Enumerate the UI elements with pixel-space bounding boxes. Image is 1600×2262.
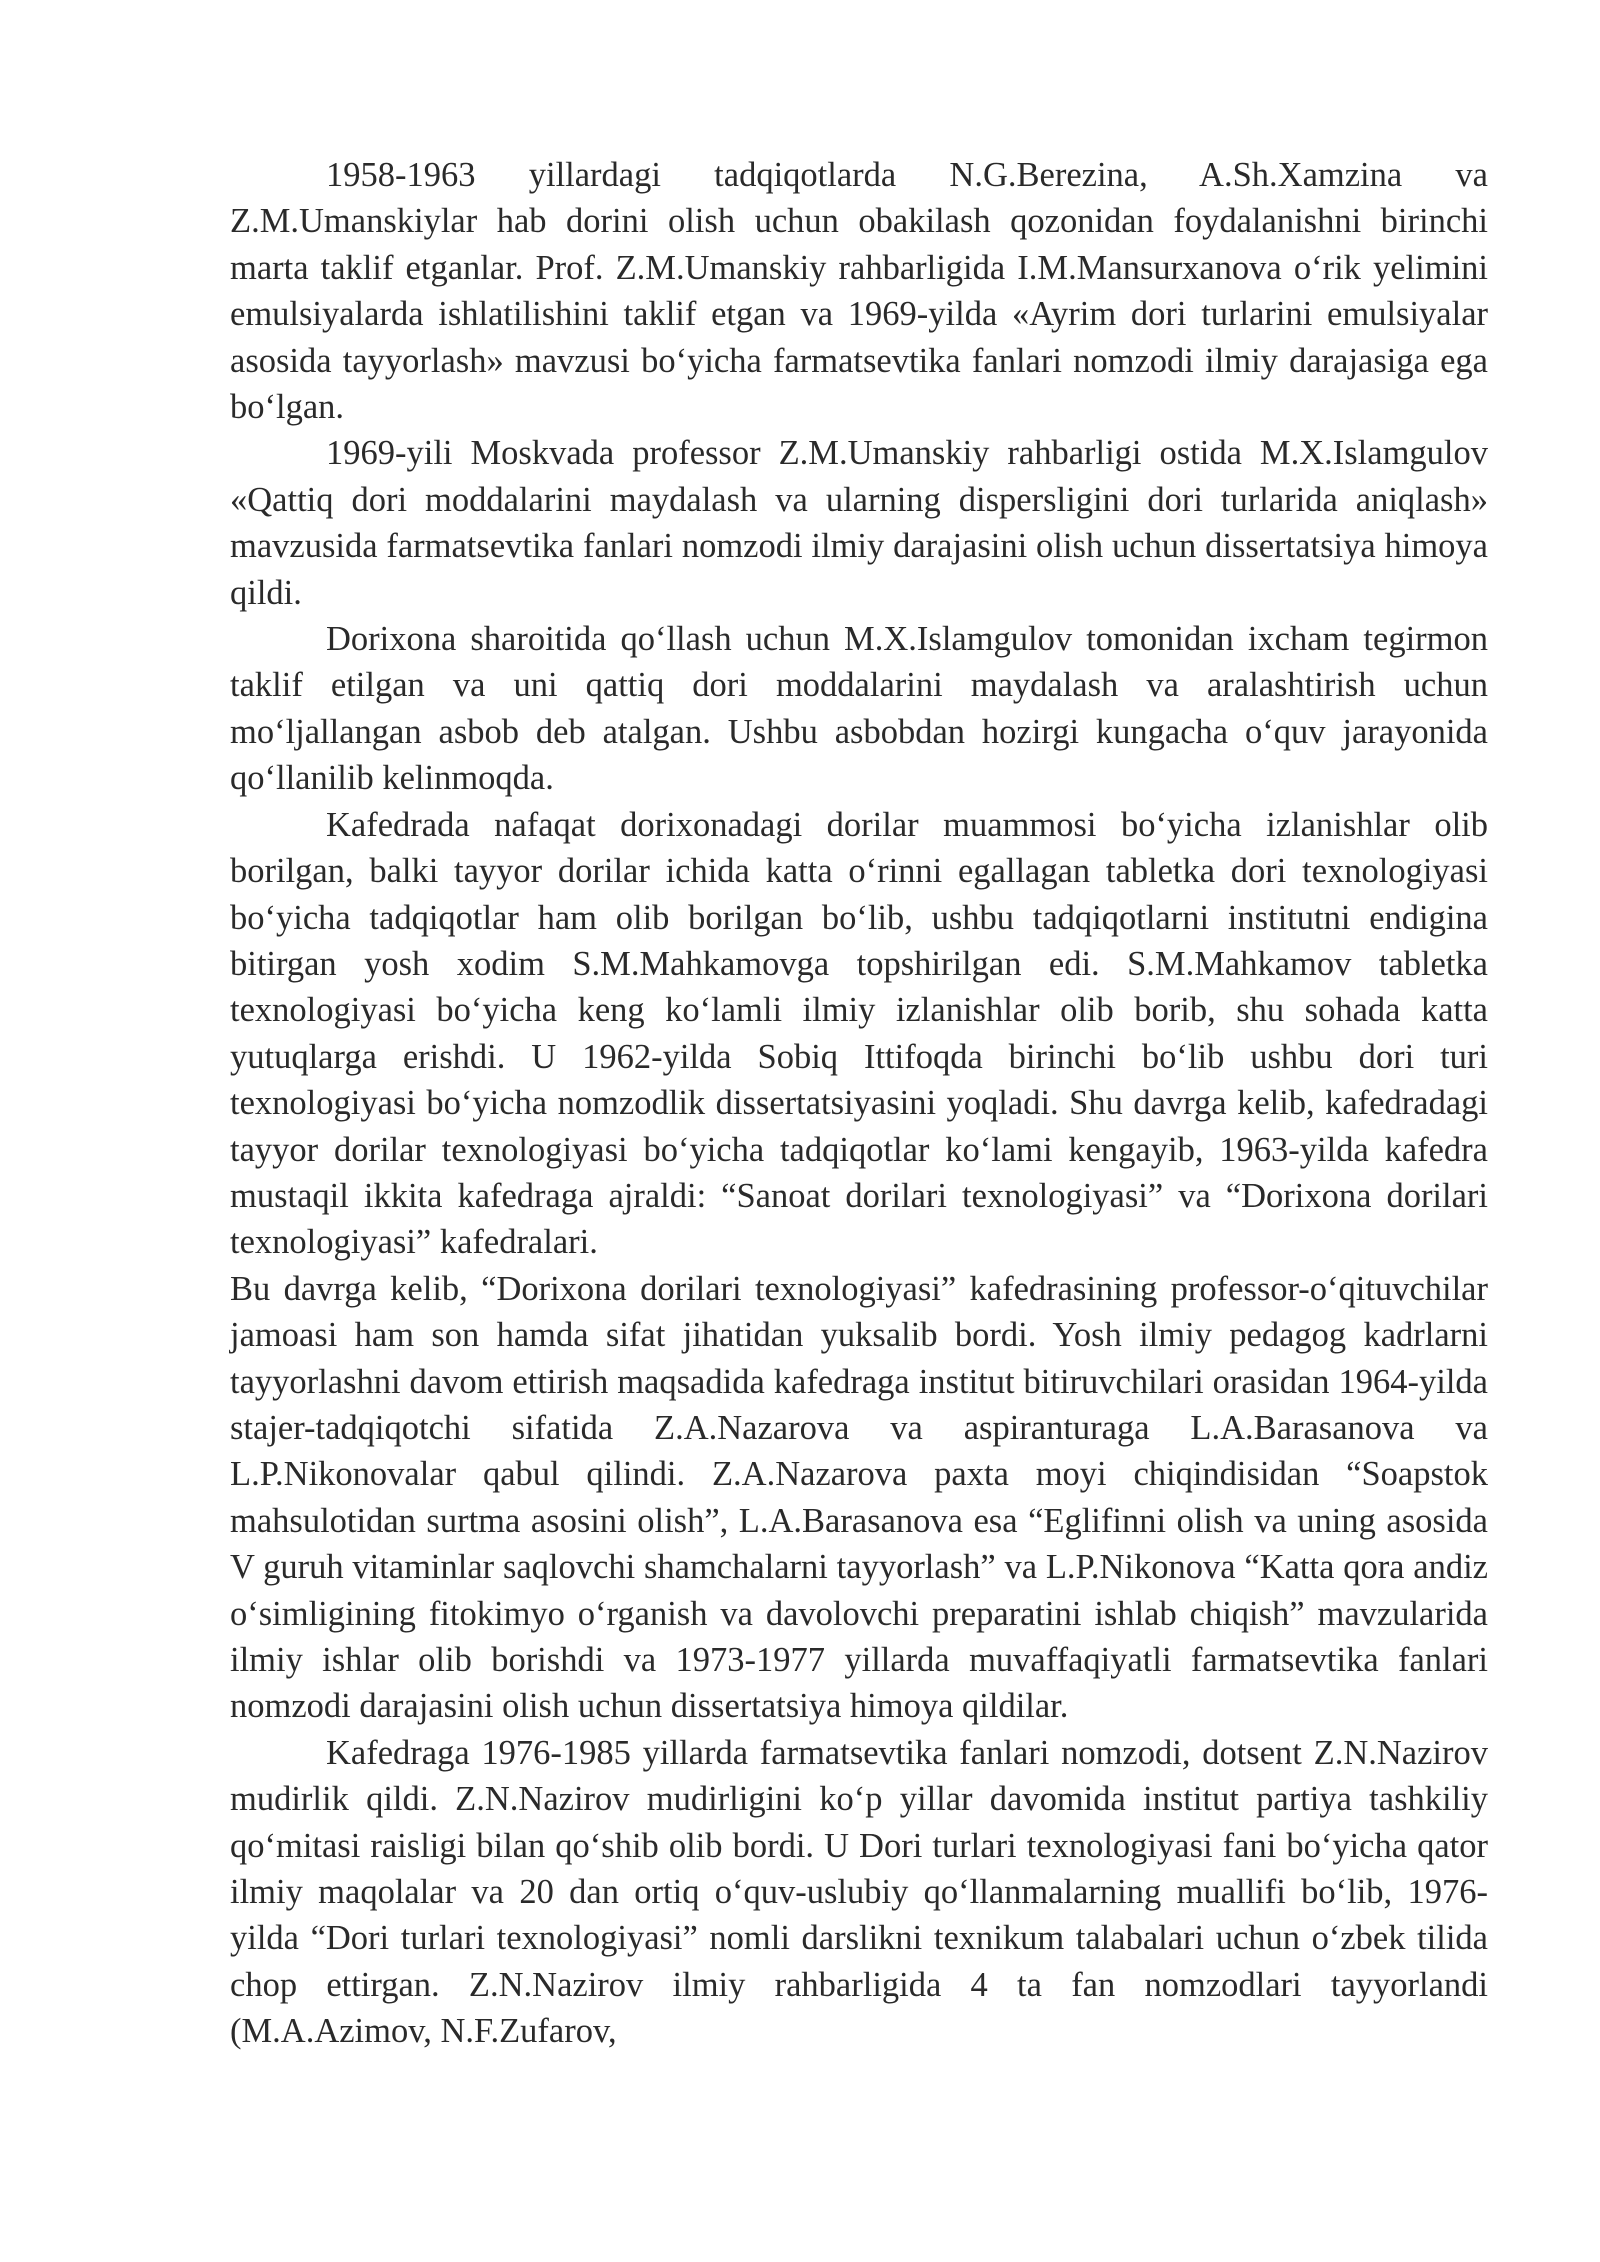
paragraph-5: Bu davrga kelib, “Dorixona dorilari texnologiyasi” kafedrasining professor-o‘qituvchilar jamoasi ham son hamda sifat jihatidan yuksalib bordi. Yosh ilmiy pedagog kadrlarni tayyorlashni davom ettirish maqsadida kafedraga institut bitiruvchilari orasidan 1964-yilda stajer-tadqiqotchi sifatida Z.A.Nazarova va aspiranturaga L.A.Barasanova va L.P.Nikonovalar qabul qilindi. Z.A.Nazarova paxta moyi chiqindisidan “Soapstok mahsulotidan surtma asosini olish”, L.A.Barasanova esa “Eglifinni olish va uning asosida V guruh vitaminlar saqlovchi shamchalarni tayyorlash” va L.P.Nikonova “Katta qora andiz o‘simligining fitokimyo o‘rganish va davolovchi preparatini ishlab chiqish” mavzularida ilmiy ishlar olib borishdi va 1973-1977 yillarda muvaffaqiyatli farmatsevtika fanlari nomzodi darajasini olish uchun dissertatsiya himoya qildilar. xyxy=(230,1269,1488,1726)
paragraph-4: Kafedrada nafaqat dorixonadagi dorilar muammosi bo‘yicha izlanishlar olib borilgan, balki tayyor dorilar ichida katta o‘rinni egallagan tabletka dori texnologiyasi bo‘yicha tadqiqotlar ham olib borilgan bo‘lib, ushbu tadqiqotlarni institutni endigina bitirgan yosh xodim S.M.Mahkamovga topshirilgan edi. S.M.Mahkamov tabletka texnologiyasi bo‘yicha keng ko‘lamli ilmiy izlanishlar olib borib, shu sohada katta yutuqlarga erishdi. U 1962-yilda Sobiq Ittifoqda birinchi bo‘lib ushbu dori turi texnologiyasi bo‘yicha nomzodlik dissertatsiyasini yoqladi. Shu davrga kelib, kafedradagi tayyor dorilar texnologiyasi bo‘yicha tadqiqotlar ko‘lami kengayib, 1963-yilda kafedra mustaqil ikkita kafedraga ajraldi: “Sanoat dorilari texnologiyasi” va “Dorixona dorilari texnologiyasi” kafedralari. xyxy=(230,805,1488,1262)
paragraph-3: Dorixona sharoitida qo‘llash uchun M.X.Islamgulov tomonidan ixcham tegirmon taklif etilgan va uni qattiq dori moddalarini maydalash va aralashtirish uchun mo‘ljallangan asbob deb atalgan. Ushbu asbobdan hozirgi kungacha o‘quv jarayonida qo‘llanilib kelinmoqda. xyxy=(230,620,1488,798)
paragraph-6: Kafedraga 1976-1985 yillarda farmatsevtika fanlari nomzodi, dotsent Z.N.Nazirov mudirlik qildi. Z.N.Nazirov mudirligini ko‘p yillar davomida institut partiya tashkiliy qo‘mitasi raisligi bilan qo‘shib olib bordi. U Dori turlari texnologiyasi fani bo‘yicha qator ilmiy maqolalar va 20 dan ortiq o‘quv-uslubiy qo‘llanmalarning muallifi bo‘lib, 1976-yilda “Dori turlari texnologiyasi” nomli darslikni texnikum talabalari uchun o‘zbek tilida chop ettirgan. Z.N.Nazirov ilmiy rahbarligida 4 ta fan nomzodlari tayyorlandi (M.A.Azimov, N.F.Zufarov, xyxy=(230,1733,1488,2051)
paragraph-1: 1958-1963 yillardagi tadqiqotlarda N.G.Berezina, A.Sh.Xamzina va Z.M.Umanskiylar hab dorini olish uchun obakilash qozonidan foydalanishni birinchi marta taklif etganlar. Prof. Z.M.Umanskiy rahbarligida I.M.Mansurxanova o‘rik yelimini emulsiyalarda ishlatilishini taklif etgan va 1969-yilda «Ayrim dori turlarini emulsiyalar asosida tayyorlash» mavzusi bo‘yicha farmatsevtika fanlari nomzodi ilmiy darajasiga ega bo‘lgan. xyxy=(230,156,1488,427)
document-page xyxy=(230,152,1488,2055)
paragraph-2: 1969-yili Moskvada professor Z.M.Umanskiy rahbarligi ostida M.X.Islamgulov «Qattiq dori moddalarini maydalash va ularning dispersligini dori turlarida aniqlash» mavzusida farmatsevtika fanlari nomzodi ilmiy darajasini olish uchun dissertatsiya himoya qildi. xyxy=(230,434,1488,612)
